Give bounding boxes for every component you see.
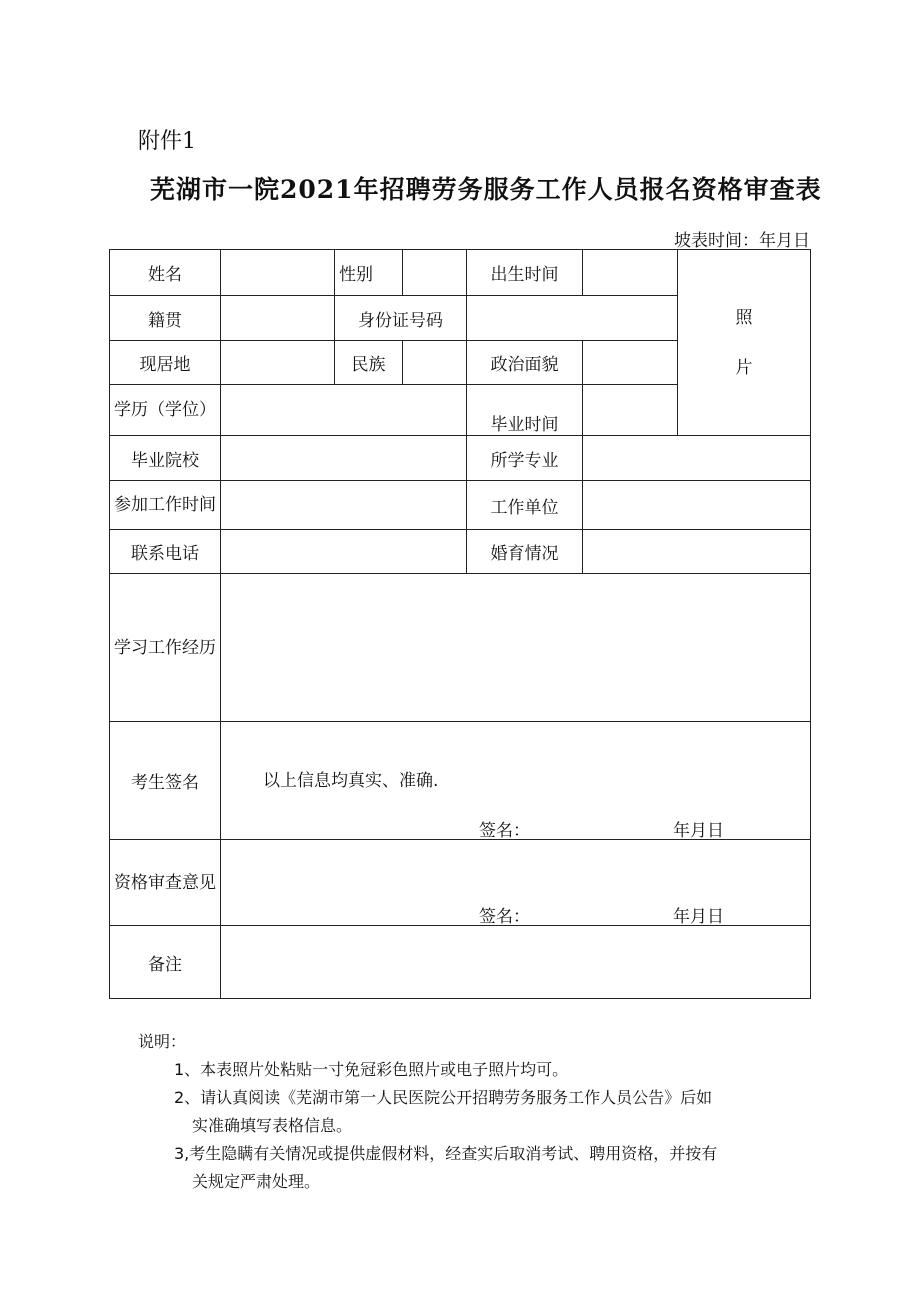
candidate-signature-label: 考生签名 [110, 722, 221, 840]
photo-box[interactable] [678, 250, 811, 436]
experience-field[interactable] [221, 574, 811, 722]
ethnicity-label: 民族 [335, 341, 403, 385]
note-item-2: 2、请认真阅读《芜湖市第一人民医院公开招聘劳务服务工作人员公告》后如 [174, 1088, 713, 1107]
declaration-text: 以上信息均真实、准确. [263, 771, 439, 791]
political-status-label: 政治面貌 [467, 341, 583, 385]
attachment-label: 附件1 [138, 129, 196, 154]
birth-label: 出生时间 [467, 250, 583, 296]
education-field[interactable] [221, 385, 467, 436]
note-item-2-cont: 实准确填写表格信息。 [192, 1116, 353, 1135]
marital-status-field[interactable] [583, 530, 811, 574]
work-start-label: 参加工作时间 [110, 481, 221, 530]
name-label: 姓名 [110, 250, 221, 296]
school-field[interactable] [221, 436, 467, 481]
phone-field[interactable] [221, 530, 467, 574]
id-number-field[interactable] [467, 296, 678, 341]
notes-heading: 说明： [138, 1032, 187, 1051]
form-title: 芜湖市一院2021年招聘劳务服务工作人员报名资格审查表 [150, 175, 822, 204]
candidate-signature-cell[interactable] [221, 722, 811, 840]
phone-label: 联系电话 [110, 530, 221, 574]
review-date-label: 年月日 [673, 907, 724, 926]
birth-field[interactable] [583, 250, 678, 296]
photo-char-2: 片 [735, 357, 753, 378]
graduation-time-field[interactable] [583, 385, 678, 436]
work-unit-label: 工作单位 [467, 481, 583, 530]
school-label: 毕业院校 [110, 436, 221, 481]
native-place-label: 籍贯 [110, 296, 221, 341]
major-field[interactable] [583, 436, 811, 481]
note-item-3: 3,考生隐瞒有关情况或提供虚假材料，经查实后取消考试、聘用资格，并按有 [174, 1144, 718, 1163]
work-start-field[interactable] [221, 481, 467, 530]
note-item-3-cont: 关规定严肃处理。 [192, 1172, 321, 1191]
sign-label: 签名： [479, 821, 530, 840]
remarks-field[interactable] [221, 926, 811, 999]
graduation-time-label: 毕业时间 [467, 385, 583, 436]
id-number-label: 身份证号码 [335, 296, 467, 341]
ethnicity-field[interactable] [403, 341, 467, 385]
education-label: 学历（学位） [110, 385, 221, 436]
gender-label: 性别 [335, 250, 403, 296]
residence-field[interactable] [221, 341, 335, 385]
review-opinion-label: 资格审查意见 [110, 840, 221, 926]
gender-field[interactable] [403, 250, 467, 296]
major-label: 所学专业 [467, 436, 583, 481]
registration-form [109, 249, 811, 999]
remarks-label: 备注 [110, 926, 221, 999]
native-place-field[interactable] [221, 296, 335, 341]
review-sign-label: 签名： [479, 907, 530, 926]
note-item-1: 1、本表照片处粘贴一寸免冠彩色照片或电子照片均可。 [174, 1060, 569, 1079]
political-status-field[interactable] [583, 341, 678, 385]
work-unit-field[interactable] [583, 481, 811, 530]
date-label: 年月日 [673, 821, 724, 840]
notes-section [138, 1028, 818, 1196]
marital-status-label: 婚育情况 [467, 530, 583, 574]
residence-label: 现居地 [110, 341, 221, 385]
fill-date: 坡表时间：年月日 [674, 231, 810, 251]
review-opinion-cell[interactable] [221, 840, 811, 926]
experience-label: 学习工作经历 [110, 574, 221, 722]
photo-char-1: 照 [735, 307, 753, 328]
name-field[interactable] [221, 250, 335, 296]
